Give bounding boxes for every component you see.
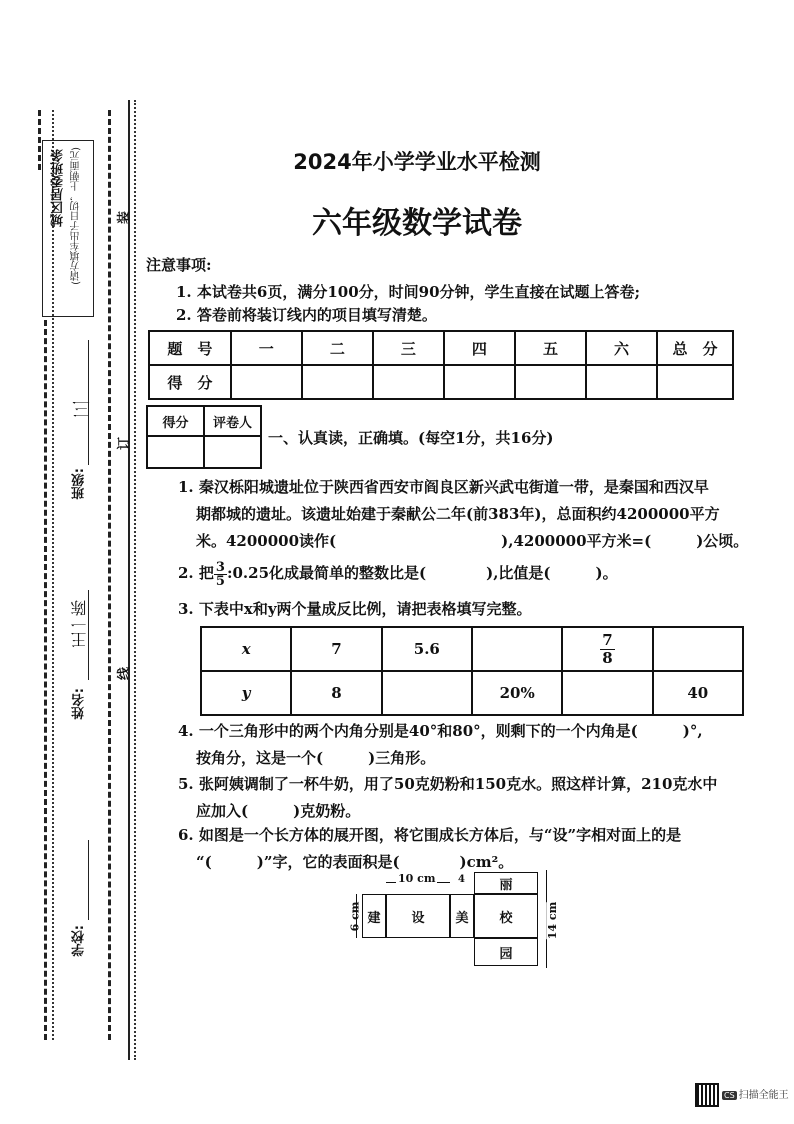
school-label: 学校:: [72, 925, 87, 957]
q2-frac-num: 3: [215, 559, 225, 575]
city-label: 城区居委班条: [51, 149, 66, 227]
y-cell: 8: [291, 671, 381, 715]
q6-line-1: 6. 如图是一个长方体的展开图，将它围成长方体后，与“设”字相对面上的是: [178, 826, 682, 844]
score-cell[interactable]: [586, 365, 657, 399]
q2-frac-den: 5: [215, 573, 225, 589]
binding-line: [128, 100, 130, 1060]
q4-line-2: 按角分，这是一个( )三角形。: [196, 749, 436, 767]
dim-top-label: 10 cm: [398, 872, 436, 885]
exam-header: 2024年小学学业水平检测: [293, 150, 541, 174]
face-li: 丽: [474, 872, 538, 894]
face-mei: 美: [450, 894, 474, 938]
notice-item-1: 1. 本试卷共6页，满分100分，时间90分钟，学生直接在试题上答卷;: [176, 283, 641, 301]
class-label: 班级:: [72, 468, 87, 500]
score-cell[interactable]: [515, 365, 586, 399]
cut-line: [44, 320, 47, 1040]
binding-line: [134, 100, 136, 1060]
grader-score-cell[interactable]: [147, 436, 204, 468]
y-label: y: [201, 671, 291, 715]
y-cell: 20%: [472, 671, 562, 715]
face-xiao: 校: [474, 894, 538, 938]
score-header-cell: 三: [373, 331, 444, 365]
grader-header-reviewer: 评卷人: [204, 406, 261, 436]
name-value: 王一陈: [70, 600, 89, 648]
score-header-cell: 六: [586, 331, 657, 365]
city-note: (请方填车出子日切，上朝面元): [71, 147, 82, 285]
face-yuan: 园: [474, 938, 538, 966]
x-cell-fraction: [562, 627, 652, 671]
q1-line-1: 1. 秦汉栎阳城遗址位于陕西省西安市阎良区新兴武屯街道一带，是秦国和西汉早: [178, 478, 709, 496]
score-cell[interactable]: [231, 365, 302, 399]
grader-table: [146, 405, 262, 469]
scanner-watermark: [722, 1086, 789, 1101]
q2-fraction: [214, 561, 227, 588]
mark-zhuang: 装: [117, 210, 133, 225]
q3-text: 3. 下表中x和y两个量成反比例，请把表格填写完整。: [178, 600, 532, 618]
face-she: 设: [386, 894, 450, 938]
q2-prefix: 2. 把: [178, 564, 214, 582]
q6-line-2: “( )”字，它的表面积是( )cm²。: [196, 853, 514, 871]
scanner-logo-icon: CS: [724, 1091, 735, 1100]
q2: [178, 560, 618, 588]
y-cell: 40: [653, 671, 743, 715]
name-label: 姓名:: [72, 688, 87, 720]
x-cell: 5.6: [382, 627, 472, 671]
score-row-label: 得 分: [149, 365, 231, 399]
y-cell[interactable]: [382, 671, 472, 715]
x-label: x: [201, 627, 291, 671]
dim-right-label: 14 cm: [546, 901, 560, 940]
binding-line: [108, 110, 111, 1040]
q1-line-2: 期都城的遗址。该遗址始建于秦献公二年(前383年)，总面积约4200000平方: [196, 505, 720, 523]
qr-code-icon: [695, 1083, 719, 1107]
q3-table: [200, 626, 744, 716]
y-cell[interactable]: [562, 671, 652, 715]
grader-header-score: 得分: [147, 406, 204, 436]
score-header-cell: 一: [231, 331, 302, 365]
dim-mark: 4: [458, 874, 465, 885]
notice-heading: 注意事项:: [146, 256, 212, 274]
notice-item-2: 2. 答卷前将装订线内的项目填写清楚。: [176, 306, 437, 324]
score-table: [148, 330, 734, 400]
x-cell[interactable]: [653, 627, 743, 671]
q2-suffix: :0.25化成最简单的整数比是( ),比值是( )。: [226, 564, 618, 582]
section-1-title: 一、认真读，正确填。(每空1分，共16分): [268, 429, 554, 447]
mark-ding: 订: [117, 436, 133, 451]
score-header-cell: 五: [515, 331, 586, 365]
face-jian: 建: [362, 894, 386, 938]
score-cell[interactable]: [302, 365, 373, 399]
class-value: 三: [72, 400, 93, 418]
scanner-label: 扫描全能王: [738, 1090, 789, 1101]
q5-line-2: 应加入( )克奶粉。: [196, 802, 361, 820]
q4-line-1: 4. 一个三角形中的两个内角分别是40°和80°，则剩下的一个内角是( )°,: [178, 722, 703, 740]
score-header-cell: 总 分: [657, 331, 733, 365]
score-cell[interactable]: [373, 365, 444, 399]
x-cell[interactable]: [472, 627, 562, 671]
score-header-cell: 二: [302, 331, 373, 365]
cuboid-net-diagram: [340, 870, 570, 980]
x-cell: 7: [291, 627, 381, 671]
q5-line-1: 5. 张阿姨调制了一杯牛奶，用了50克奶粉和150克水。照这样计算，210克水中: [178, 775, 718, 793]
x-frac-den: 8: [602, 648, 613, 667]
score-cell[interactable]: [444, 365, 515, 399]
x-frac-num: 7: [602, 630, 613, 649]
exam-title: 六年级数学试卷: [312, 206, 522, 241]
mark-xian: 线: [117, 666, 133, 681]
q1-line-3: 米。4200000读作( ),4200000平方米=( )公顷。: [196, 532, 749, 550]
dim-left-label: 6 cm: [348, 901, 362, 932]
score-header-cell: 四: [444, 331, 515, 365]
score-header-cell: 题 号: [149, 331, 231, 365]
grader-reviewer-cell[interactable]: [204, 436, 261, 468]
score-cell[interactable]: [657, 365, 733, 399]
school-underline: [88, 840, 89, 920]
